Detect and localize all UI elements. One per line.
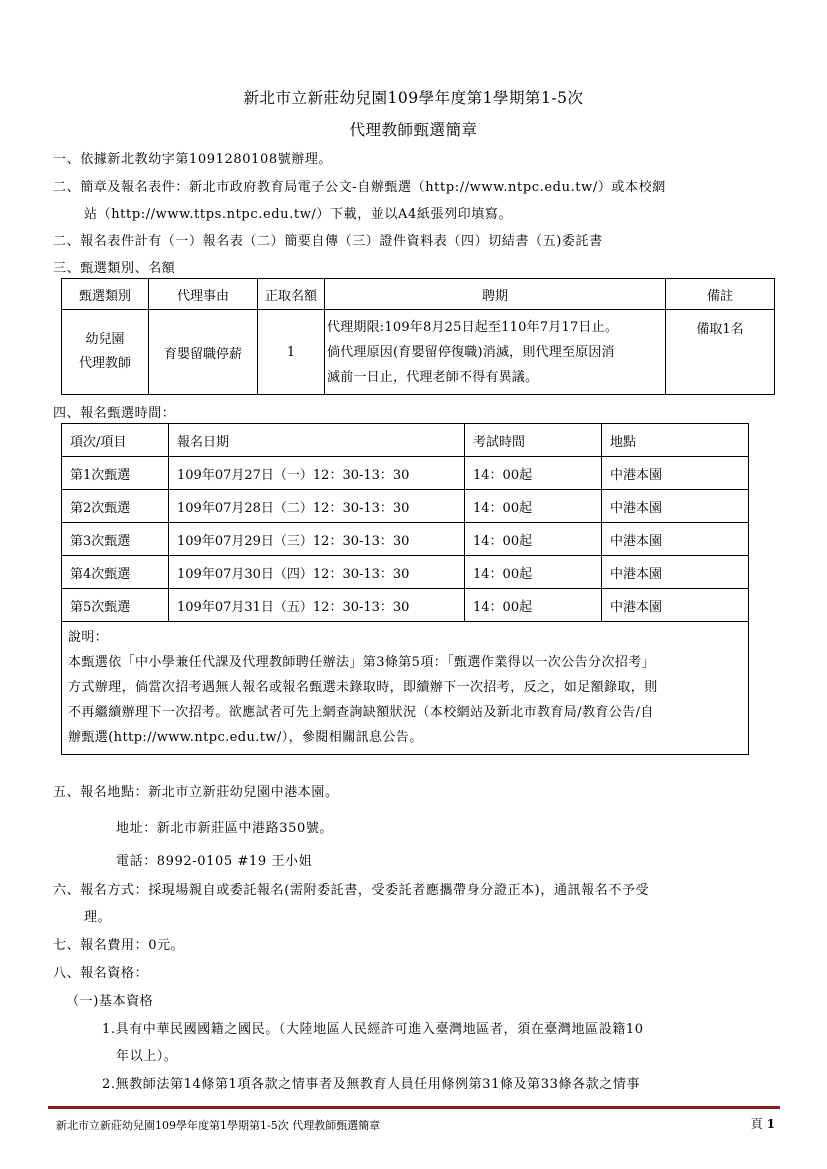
- schedule-location: 中港本園: [602, 556, 749, 589]
- period-line1: 代理期限:109年8月25日起至110年7月17日止。: [327, 319, 619, 335]
- schedule-location: 中港本園: [602, 490, 749, 523]
- section-basis: 一、依據新北教幼字第1091280108號辦理。: [53, 152, 333, 167]
- footer-document-name: 新北市立新莊幼兒園109學年度第1學期第1-5次 代理教師甄選簡章: [56, 1119, 381, 1132]
- footer-page-indicator: [751, 1115, 775, 1132]
- table-row: [62, 490, 749, 523]
- schedule-header-location: 地點: [602, 424, 749, 457]
- qualification-1-line1: 1.具有中華民國國籍之國民。（大陸地區人民經許可進入臺灣地區者，須在臺灣地區設籍10: [102, 1022, 644, 1037]
- schedule-item: 第2次甄選: [62, 490, 169, 523]
- schedule-time: 14：00起: [465, 523, 602, 556]
- schedule-header-item: 項次/項目: [62, 424, 169, 457]
- cell-reason: 育嬰留職停薪: [149, 310, 258, 395]
- section-forms-line1: 二、簡章及報名表件：新北市政府教育局電子公文-自辦甄選（http://www.ntpc.edu.tw/）或本校網: [53, 180, 666, 195]
- header-period: 聘期: [325, 279, 666, 310]
- document-subtitle: 代理教師甄選簡章: [349, 121, 478, 139]
- schedule-date: 109年07月31日（五）12：30-13：30: [169, 589, 465, 622]
- schedule-header-date: 報名日期: [169, 424, 465, 457]
- cell-quota: 1: [258, 310, 325, 395]
- table-row: [62, 523, 749, 556]
- qualification-1-line2: 年以上）。: [116, 1049, 178, 1064]
- document-title: 新北市立新莊幼兒園109學年度第1學期第1-5次: [243, 89, 584, 107]
- qualification-2-line1: 2.無教師法第14條第1項各款之情事者及無教育人員任用條例第31條及第33條各款之情事: [102, 1077, 641, 1092]
- location-address: 地址：新北市新莊區中港路350號。: [116, 821, 334, 836]
- header-remark: 備註: [666, 279, 775, 310]
- period-line3: 滅前一日止，代理老師不得有異議。: [327, 369, 539, 385]
- section-method-line1: 六、報名方式：採現場親自或委託報名(需附委託書，受委託者應攜帶身分證正本)，通訊報名不予受: [53, 883, 650, 898]
- schedule-item: 第1次甄選: [62, 457, 169, 490]
- note-line2: 方式辦理，倘當次招考遇無人報名或報名甄選未錄取時，即續辦下一次招考，反之，如足額錄取，則: [68, 680, 658, 695]
- category-table: [61, 278, 775, 395]
- schedule-location: 中港本園: [602, 457, 749, 490]
- schedule-date: 109年07月29日（三）12：30-13：30: [169, 523, 465, 556]
- schedule-location: 中港本園: [602, 589, 749, 622]
- header-category: 甄選類別: [62, 279, 149, 310]
- schedule-date: 109年07月28日（二）12：30-13：30: [169, 490, 465, 523]
- header-reason: 代理事由: [149, 279, 258, 310]
- schedule-item: 第4次甄選: [62, 556, 169, 589]
- schedule-time: 14：00起: [465, 490, 602, 523]
- schedule-item: 第5次甄選: [62, 589, 169, 622]
- schedule-time: 14：00起: [465, 457, 602, 490]
- schedule-time: 14：00起: [465, 556, 602, 589]
- schedule-table: [61, 423, 749, 755]
- section-qualifications: 八、報名資格：: [53, 966, 149, 981]
- category-line1: 幼兒園: [85, 332, 125, 347]
- schedule-location: 中港本園: [602, 523, 749, 556]
- note-line1: 本甄選依「中小學兼任代課及代理教師聘任辦法」第3條第5項：「甄選作業得以一次公告分次招考」: [68, 655, 656, 670]
- page-number: 1: [766, 1117, 775, 1131]
- category-line2: 代理教師: [78, 356, 131, 371]
- note-line3: 不再繼續辦理下一次招考。欲應試者可先上網查詢缺額狀況（本校網站及新北市教育局/教育公告/自: [68, 705, 654, 720]
- section-schedule-heading: 四、報名甄選時間：: [53, 406, 176, 421]
- section-location: 五、報名地點：新北市立新莊幼兒園中港本園。: [53, 785, 339, 800]
- table-row: [62, 589, 749, 622]
- section-forms-line2: 站（http://www.ttps.ntpc.edu.tw/）下載，並以A4紙張列印填寫。: [84, 207, 513, 222]
- footer-rule: [48, 1106, 780, 1109]
- schedule-date: 109年07月30日（四）12：30-13：30: [169, 556, 465, 589]
- schedule-note: [62, 622, 749, 755]
- table-row: [62, 556, 749, 589]
- section-fee: 七、報名費用：0元。: [53, 938, 185, 953]
- section-basic-qualifications: （一)基本資格: [66, 994, 154, 1009]
- schedule-item: 第3次甄選: [62, 523, 169, 556]
- section-categories-heading: 三、甄選類別、名額: [53, 261, 176, 276]
- cell-category: [62, 310, 149, 395]
- section-method-line2: 理。: [84, 910, 112, 925]
- cell-period: [325, 310, 666, 395]
- note-title: 說明：: [68, 630, 109, 645]
- schedule-time: 14：00起: [465, 589, 602, 622]
- note-line4: 辦甄選(http://www.ntpc.edu.tw/），參閱相關訊息公告。: [68, 730, 423, 745]
- cell-remark: 備取1名: [666, 310, 775, 395]
- header-quota: 正取名額: [258, 279, 325, 310]
- page-label: 頁: [750, 1117, 763, 1131]
- schedule-date: 109年07月27日（一）12：30-13：30: [169, 457, 465, 490]
- section-form-list: 二、報名表件計有（一）報名表（二）簡要自傳（三）證件資料表（四）切結書（五)委託書: [53, 234, 603, 249]
- schedule-header-time: 考試時間: [465, 424, 602, 457]
- table-row: [62, 457, 749, 490]
- period-line2: 倘代理原因(育嬰留停復職)消滅，則代理至原因消: [327, 344, 615, 360]
- location-phone: 電話：8992-0105 #19 王小姐: [116, 854, 313, 869]
